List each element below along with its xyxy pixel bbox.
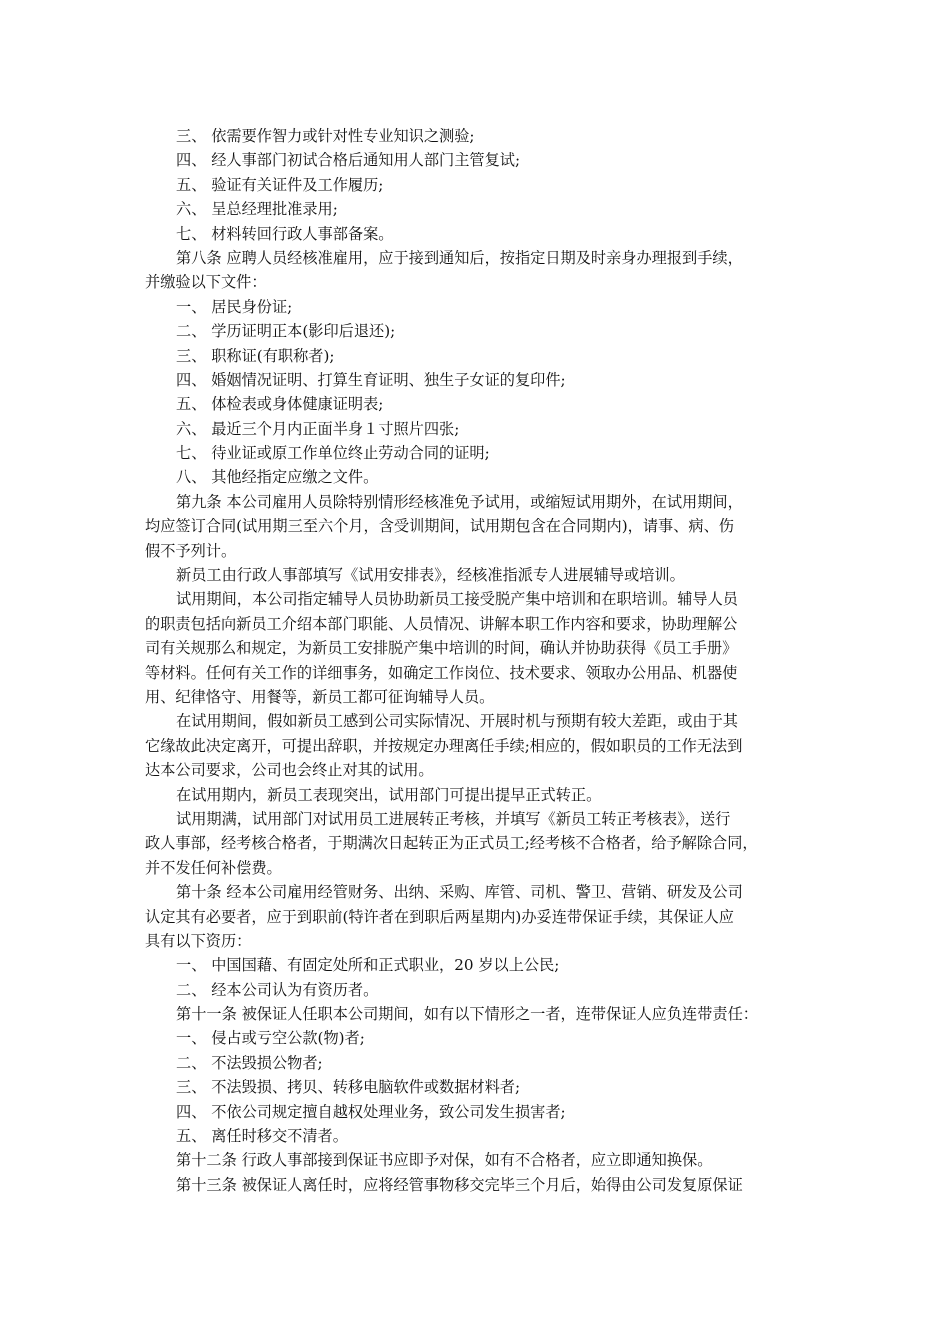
text-line: 并不发任何补偿费。 bbox=[145, 858, 282, 877]
document-page bbox=[145, 124, 810, 1197]
text-line: 第十二条 行政人事部接到保证书应即予对保，如有不合格者，应立即通知换保。 bbox=[176, 1151, 713, 1170]
text-line: 用、纪律恪守、用餐等，新员工都可征询辅导人员。 bbox=[145, 687, 495, 706]
text-line: 四、 不依公司规定擅自越权处理业务，致公司发生损害者; bbox=[176, 1102, 566, 1121]
text-line: 八、 其他经指定应缴之文件。 bbox=[176, 468, 379, 487]
text-line: 三、 职称证(有职称者); bbox=[176, 346, 335, 365]
text-line: 试用期间，本公司指定辅导人员协助新员工接受脱产集中培训和在职培训。辅导人员 bbox=[176, 590, 738, 609]
text-line: 二、 不法毁损公物者; bbox=[176, 1053, 323, 1072]
text-line: 五、 体检表或身体健康证明表; bbox=[176, 395, 384, 414]
text-line: 政人事部，经考核合格者，于期满次日起转正为正式员工;经考核不合格者，给予解除合同， bbox=[145, 834, 758, 853]
text-line: 一、 中国国藉、有固定处所和正式职业，20 岁以上公民; bbox=[176, 956, 560, 975]
text-line: 一、 居民身份证; bbox=[176, 297, 293, 316]
text-line: 认定其有必要者，应于到职前(特许者在到职后两星期内)办妥连带保证手续，其保证人应 bbox=[145, 907, 734, 926]
text-line: 六、 最近三个月内正面半身１寸照片四张; bbox=[176, 419, 460, 438]
text-line: 在试用期内，新员工表现突出，试用部门可提出提早正式转正。 bbox=[176, 785, 602, 804]
text-line: 第十三条 被保证人离任时，应将经管事物移交完毕三个月后，始得由公司发复原保证 bbox=[176, 1175, 743, 1194]
text-line: 五、 验证有关证件及工作履历; bbox=[176, 175, 384, 194]
text-line: 司有关规那么和规定，为新员工安排脱产集中培训的时间，确认并协助获得《员工手册》 bbox=[145, 639, 738, 658]
text-line: 新员工由行政人事部填写《试用安排表》，经核准指派专人进展辅导或培训。 bbox=[176, 566, 685, 585]
text-line: 三、 不法毁损、拷贝、转移电脑软件或数据材料者; bbox=[176, 1078, 521, 1097]
text-line: 一、 侵占或亏空公款(物)者; bbox=[176, 1029, 365, 1048]
text-line: 六、 呈总经理批准录用; bbox=[176, 200, 338, 219]
text-line: 四、 婚姻情况证明、打算生育证明、独生子女证的复印件; bbox=[176, 370, 566, 389]
text-line: 三、 依需要作智力或针对性专业知识之测验; bbox=[176, 127, 475, 145]
text-line: 等材料。任何有关工作的详细事务，如确定工作岗位、技术要求、领取办公用品、机器使 bbox=[145, 663, 738, 682]
text-line: 在试用期间，假如新员工感到公司实际情况、开展时机与预期有较大差距，或由于其 bbox=[176, 712, 738, 731]
text-line: 并缴验以下文件： bbox=[145, 273, 267, 292]
text-line: 四、 经人事部门初试合格后通知用人部门主管复试; bbox=[176, 151, 521, 170]
text-line: 试用期满，试用部门对试用员工进展转正考核，并填写《新员工转正考核表》，送行 bbox=[176, 809, 731, 828]
text-line: 达本公司要求，公司也会终止对其的试用。 bbox=[145, 761, 434, 780]
text-line: 第九条 本公司雇用人员除特别情形经核准免予试用，或缩短试用期外，在试用期间， bbox=[176, 492, 743, 511]
text-line: 二、 学历证明正本(影印后退还); bbox=[176, 322, 396, 341]
text-line: 七、 材料转回行政人事部备案。 bbox=[176, 224, 394, 243]
text-line: 第十条 经本公司雇用经管财务、出纳、采购、库管、司机、警卫、营销、研发及公司 bbox=[176, 883, 743, 902]
text-line: 它缘故此决定离开，可提出辞职，并按规定办理离任手续;相应的，假如职员的工作无法到 bbox=[145, 736, 743, 755]
text-line: 五、 离任时移交不清者。 bbox=[176, 1127, 348, 1146]
text-line: 第八条 应聘人员经核准雇用，应于接到通知后，按指定日期及时亲身办理报到手续， bbox=[176, 248, 743, 267]
text-line: 假不予列计。 bbox=[145, 541, 237, 560]
text-line: 第十一条 被保证人任职本公司期间，如有以下情形之一者，连带保证人应负连带责任： bbox=[176, 1005, 758, 1024]
text-line: 二、 经本公司认为有资历者。 bbox=[176, 980, 379, 999]
text-line: 具有以下资历： bbox=[145, 931, 252, 950]
text-line: 的职责包括向新员工介绍本部门职能、人员情况、讲解本职工作内容和要求，协助理解公 bbox=[145, 614, 738, 633]
text-line: 七、 待业证或原工作单位终止劳动合同的证明; bbox=[176, 444, 490, 463]
text-line: 均应签订合同(试用期三至六个月，含受训期间，试用期包含在合同期内)，请事、病、伤 bbox=[145, 517, 734, 536]
